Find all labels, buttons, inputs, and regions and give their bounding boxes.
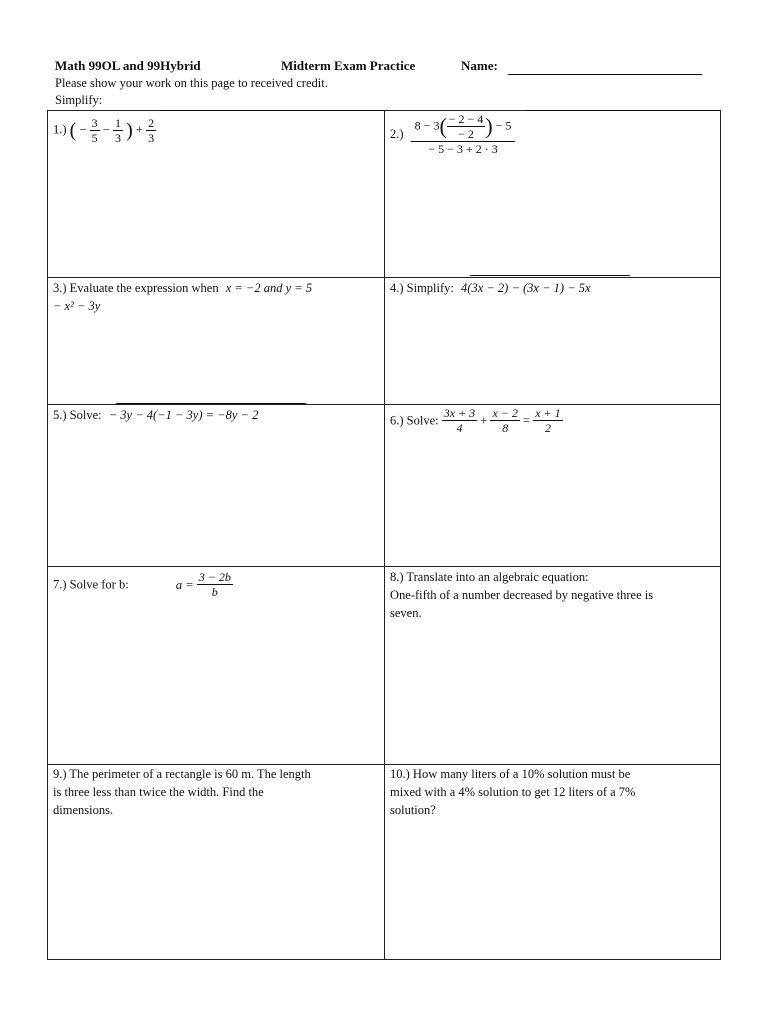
problem-5-expression: − 3y − 4(−1 − 3y) = −8y − 2: [108, 408, 259, 422]
grid-divider-row-2: [47, 404, 721, 405]
problem-8-line-2: One-fifth of a number decreased by negative three is: [390, 588, 654, 602]
problem-3-condition: x = −2 and y = 5: [225, 281, 313, 295]
main-denominator: − 5 − 3 + 2 · 3: [428, 142, 498, 156]
plus-sign: +: [135, 122, 143, 137]
problem-7[interactable]: [53, 570, 233, 599]
fraction: [113, 116, 123, 145]
name-label: Name:: [461, 58, 498, 73]
denominator: 2: [544, 421, 551, 435]
equation-frame-line: [116, 403, 306, 404]
problem-9-line-1: 9.) The perimeter of a rectangle is 60 m. The length: [53, 767, 311, 781]
problem-7-lhs: a =: [175, 577, 194, 592]
numerator: 3: [91, 116, 98, 130]
denominator: 8: [502, 421, 509, 435]
minus-sign: −: [102, 122, 110, 137]
problem-10-line-3: solution?: [390, 803, 436, 817]
problem-9-line-3: dimensions.: [53, 803, 114, 817]
instructions: Please show your work on this page to received credit.: [55, 76, 328, 90]
problem-8-line-1: 8.) Translate into an algebraic equation:: [390, 570, 589, 584]
exam-title: Midterm Exam Practice: [281, 58, 416, 73]
problem-9-line-2: is three less than twice the width. Find the: [53, 785, 264, 799]
problem-8-line-3: seven.: [390, 606, 422, 620]
course-title: Math 99OL and 99Hybrid: [55, 58, 201, 73]
equation-frame-line: [470, 275, 630, 276]
problem-1-number: 1.): [53, 122, 67, 137]
problem-3-label: 3.) Evaluate the expression when: [53, 281, 219, 295]
problem-6-label: 6.) Solve:: [390, 413, 439, 428]
equation-frame-line: [160, 110, 384, 111]
problem-5[interactable]: [53, 406, 258, 424]
problem-3[interactable]: [53, 279, 312, 315]
numerator: x − 2: [492, 406, 518, 420]
fraction: [533, 406, 562, 435]
grid-divider-row-3: [47, 566, 721, 567]
fraction: [197, 570, 233, 599]
problem-3-expression: − x² − 3y: [53, 299, 101, 313]
numerator: x + 1: [535, 406, 561, 420]
problem-10-line-1: 10.) How many liters of a 10% solution must be: [390, 767, 631, 781]
fraction: [146, 116, 156, 145]
problem-10[interactable]: [390, 765, 635, 819]
paren-close: ): [126, 119, 133, 142]
minus-sign: −: [79, 122, 87, 137]
fraction: [490, 406, 519, 435]
name-blank-line[interactable]: [508, 74, 702, 75]
problem-4-expression: 4(3x − 2) − (3x − 1) − 5x: [461, 281, 591, 295]
denominator: 3: [114, 131, 121, 145]
fraction: [442, 406, 477, 435]
problem-2[interactable]: [390, 112, 515, 156]
numerator-right: − 5: [495, 118, 512, 133]
problem-9[interactable]: [53, 765, 311, 819]
fraction: [90, 116, 100, 145]
grid-divider-vertical: [384, 110, 385, 960]
numerator: 3x + 3: [443, 406, 476, 420]
problem-7-label: 7.) Solve for b:: [53, 577, 129, 592]
numerator: 2: [148, 116, 155, 130]
problem-8[interactable]: [390, 568, 653, 622]
equation-frame-line: [526, 110, 721, 111]
inner-denominator: − 2: [458, 127, 474, 141]
grid-divider-row-1: [47, 277, 721, 278]
denominator: 3: [148, 131, 155, 145]
problem-1[interactable]: [53, 116, 156, 145]
problem-10-line-2: mixed with a 4% solution to get 12 liters of a 7%: [390, 785, 636, 799]
numerator: 1: [114, 116, 121, 130]
denominator: 5: [91, 131, 98, 145]
paren-open: (: [69, 119, 77, 142]
denominator: b: [211, 585, 218, 599]
paren-close: ): [485, 113, 493, 139]
problem-5-label: 5.) Solve:: [53, 408, 102, 422]
problem-2-number: 2.): [390, 127, 404, 141]
main-fraction: [411, 112, 516, 156]
inner-numerator: − 2 − 4: [448, 112, 484, 126]
main-numerator: [411, 112, 516, 142]
problem-4[interactable]: [390, 279, 591, 297]
numerator: 3 − 2b: [198, 570, 231, 584]
problem-4-label: 4.) Simplify:: [390, 281, 454, 295]
problem-6[interactable]: [390, 406, 563, 435]
denominator: 4: [456, 421, 463, 435]
paren-open: (: [439, 113, 447, 139]
plus-sign: +: [480, 413, 488, 428]
numerator-left: 8 − 3: [414, 118, 440, 133]
inner-fraction: [447, 112, 486, 141]
equals-sign: =: [523, 413, 531, 428]
simplify-label: Simplify:: [55, 93, 103, 107]
